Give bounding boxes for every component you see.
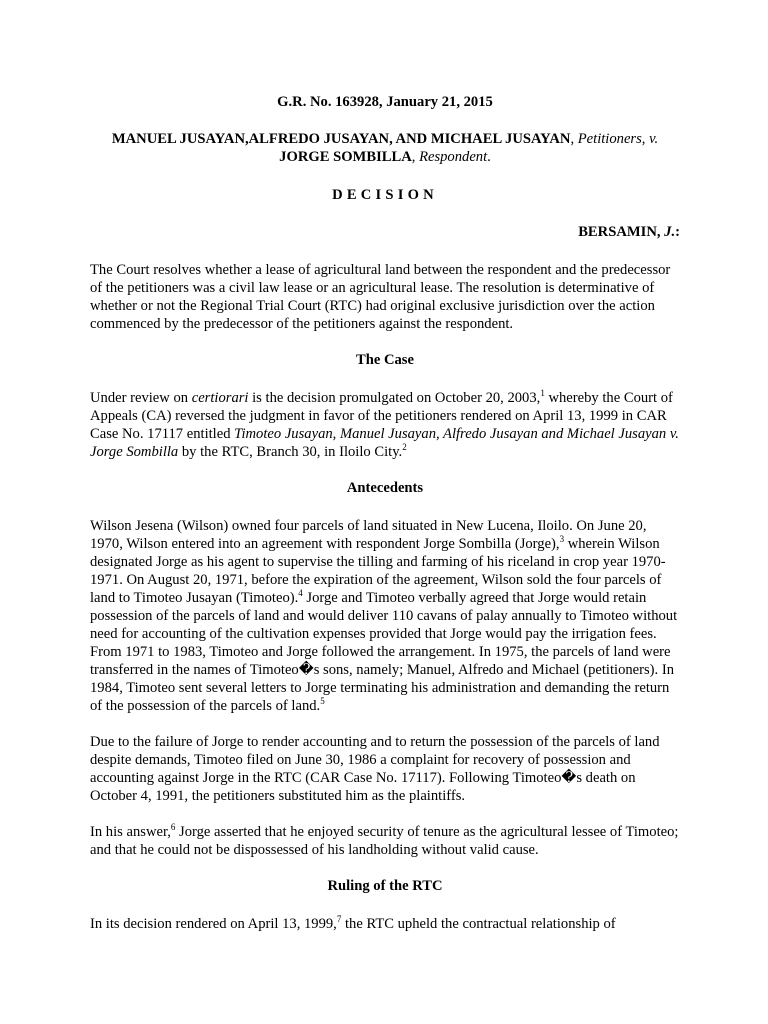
document-page	[90, 93, 680, 951]
antecedents-paragraph-1	[90, 517, 680, 715]
case-number: G.R. No. 163928, January 21, 2015	[277, 94, 493, 110]
petitioners-names: MANUEL JUSAYAN,ALFREDO JUSAYAN, AND MICHAEL JUSAYAN	[111, 131, 571, 147]
case-title: Timoteo Jusayan, Manuel Jusayan, Alfredo Jusayan and Michael Jusayan v. Jorge Sombilla	[90, 426, 679, 460]
footnote-ref-5[interactable]: 5	[320, 696, 325, 706]
ponente-name: BERSAMIN,	[578, 224, 661, 240]
antecedents-paragraph-3	[90, 823, 680, 859]
text-segment: whereby the Court of Appeals (CA) reversed the judgment in favor of the petitioners rendered on April 13, 1999 in CAR Case No. 17117 entitled	[90, 390, 673, 442]
intro-paragraph: The Court resolves whether a lease of agricultural land between the respondent and the predecessor of the petitioners was a civil law lease or an agricultural lease. The resolution is determinative of whether or not the Regional Trial Court (RTC) had original exclusive jurisdiction over the action commenced by the predecessor of the petitioners against the respondent.	[90, 262, 671, 332]
footnote-ref-4[interactable]: 4	[298, 588, 303, 598]
text-segment: Jorge asserted that he enjoyed security of tenure as the agricultural lessee of Timoteo; and that he could not be dispossessed of his landholding without valid cause.	[90, 824, 679, 858]
text-segment: the RTC upheld the contractual relationship of	[341, 916, 616, 932]
antecedents-paragraph-2: Due to the failure of Jorge to render accounting and to return the possession of the parcels of land despite demands, Timoteo filed on June 30, 1986 a complaint for recovery of possession and accounting against Jorge in the RTC (CAR Case No. 17117). Following Timoteo�s death on October 4, 1991, the petitioners substituted him as the plaintiffs.	[90, 734, 660, 804]
footnote-ref-1[interactable]: 1	[540, 388, 545, 398]
text-segment: wherein Wilson designated Jorge as his agent to supervise the tilling and farming of his riceland in crop year 1970-1971. On August 20, 1971, before the expiration of the agreement, Wilson sold the four parcels of land to Timoteo Jusayan (Timoteo).	[90, 536, 666, 606]
respondent-name: JORGE SOMBILLA	[279, 149, 412, 165]
heading-antecedents: Antecedents	[346, 480, 424, 496]
respondent-label: Respondent	[419, 149, 488, 165]
footnote-ref-3[interactable]: 3	[559, 534, 565, 544]
heading-the-case: The Case	[356, 352, 414, 368]
the-case-paragraph	[90, 389, 680, 461]
text-segment: Jorge and Timoteo verbally agreed that Jorge would retain possession of the parcels of land and would deliver 110 cavans of palay annually to Timoteo without need for accounting of the cultivation expenses provided that Jorge would pay the irrigation fees. From 1971 to 1983, Timoteo and Jorge followed the arrangement. In 1975, the parcels of land were transferred in the names of Timoteo�s sons, namely; Manuel, Alfredo and Michael (petitioners). In 1984, Timoteo sent several letters to Jorge terminating his administration and demanding the return of the possession of the parcels of land.	[90, 590, 678, 714]
heading-ruling-rtc: Ruling of the RTC	[327, 878, 443, 894]
text-emphasis: certiorari	[191, 390, 249, 406]
text-segment: In its decision rendered on April 13, 1999,	[90, 916, 337, 932]
versus-label: v.	[649, 131, 659, 147]
ruling-rtc-paragraph	[90, 915, 680, 933]
petitioners-label: Petitioners	[577, 131, 642, 147]
text-segment: Under review on	[90, 390, 192, 406]
ponente-title: J.	[664, 224, 676, 240]
case-parties: MANUEL JUSAYAN,ALFREDO JUSAYAN, AND MICHAEL JUSAYAN, Petitioners, v. JORGE SOMBILLA, Respondent.	[111, 131, 659, 165]
decision-title: DECISION	[332, 187, 438, 203]
footnote-ref-2[interactable]: 2	[402, 442, 407, 452]
text-segment: by the RTC, Branch 30, in Iloilo City.	[178, 444, 403, 460]
text-segment: is the decision promulgated on October 20, 2003,	[248, 390, 541, 406]
text-segment: Wilson Jesena (Wilson) owned four parcels of land situated in New Lucena, Iloilo. On June 20, 1970, Wilson entered into an agreement with respondent Jorge Sombilla (Jorge),	[90, 518, 647, 552]
ponente: BERSAMIN, J.:	[578, 224, 680, 240]
text-segment: In his answer,	[90, 824, 171, 840]
footnote-ref-7[interactable]: 7	[336, 914, 342, 924]
footnote-ref-6[interactable]: 6	[170, 822, 176, 832]
